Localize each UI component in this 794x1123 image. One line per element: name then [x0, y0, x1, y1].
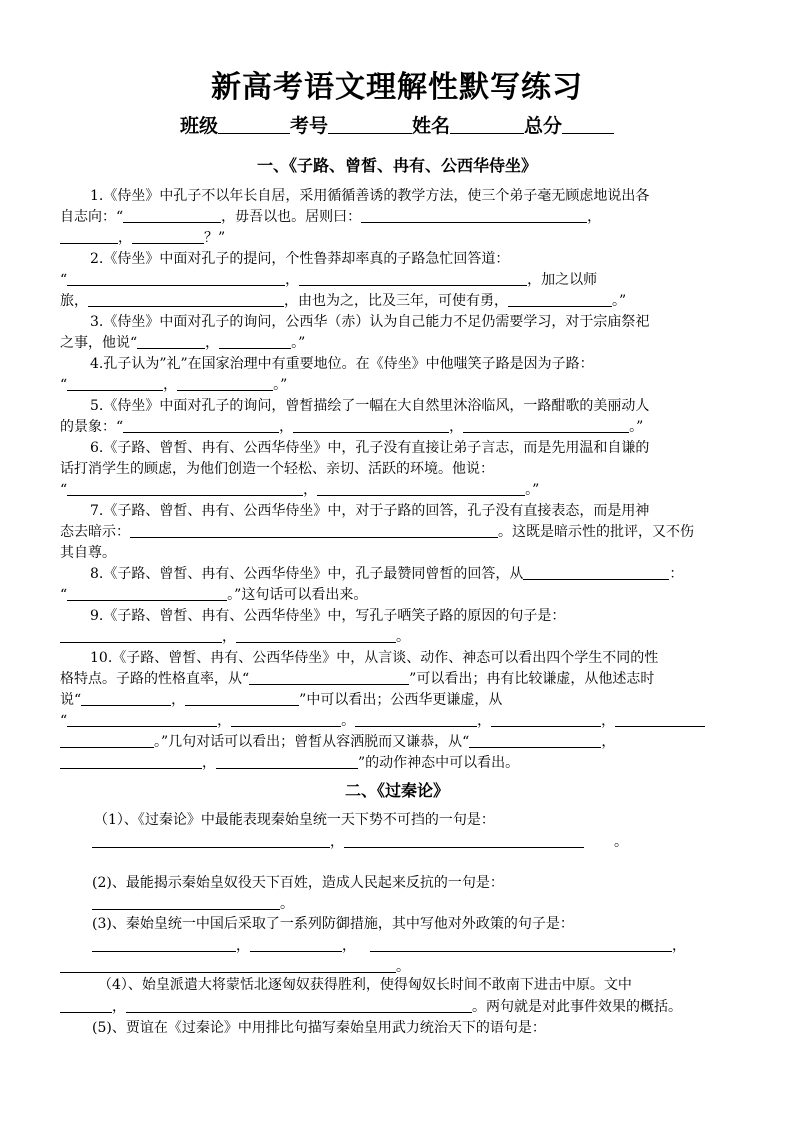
text: ，: [112, 999, 126, 1015]
answer-blank[interactable]: [123, 418, 279, 433]
answer-blank[interactable]: [250, 937, 342, 952]
answer-blank[interactable]: [508, 292, 612, 307]
text: 。”几句对话可以看出；曾皙从容洒脱而又谦恭，从“: [154, 734, 470, 750]
text: “: [60, 482, 68, 498]
text: ，: [236, 938, 250, 954]
text: 。”: [525, 482, 540, 498]
text: 说“: [60, 692, 82, 708]
s2-question-4-text: （4）、始皇派遣大将蒙恬北逐匈奴获得胜利，使得匈奴长时间不敢南下进击中原。文中: [98, 977, 632, 993]
text: ，: [601, 734, 616, 750]
answer-blank[interactable]: [370, 937, 672, 952]
answer-blank[interactable]: [317, 481, 525, 496]
text: 。”这句话可以看出来。: [227, 587, 368, 603]
text: ，: [118, 230, 132, 246]
answer-blank[interactable]: [523, 565, 669, 580]
answer-blank[interactable]: [60, 229, 118, 244]
text: 。”: [273, 377, 288, 393]
question-6-text: 6.《子路、曾皙、冉有、公西华侍坐》中，孔子没有直接让弟子言志，而是先用温和自谦的: [90, 440, 650, 456]
question-2-text: 2.《侍坐》中面对孔子的提问，个性鲁莽却率真的子路急忙回答道：: [90, 251, 510, 267]
text: 8.《子路、曾皙、冉有、公西华侍坐》中，孔子最赞同曾皙的回答，从: [90, 566, 524, 582]
text: ，: [601, 713, 616, 729]
class-label: 班级: [179, 115, 218, 137]
text: “: [60, 587, 68, 603]
number-label: 考号: [289, 115, 328, 137]
answer-blank[interactable]: [60, 628, 222, 643]
text: 。: [614, 834, 628, 850]
question-7-text-3: 其自尊。: [60, 545, 116, 561]
text: ，: [217, 713, 232, 729]
text: 。: [396, 629, 410, 645]
text: “: [60, 713, 68, 729]
answer-blank[interactable]: [236, 628, 396, 643]
text: ，: [171, 692, 186, 708]
text: ，: [163, 377, 178, 393]
text: ，加之以师: [527, 272, 598, 288]
text: ，: [303, 482, 318, 498]
text: 格特点。子路的性格直率，从“: [60, 671, 250, 687]
text: ，: [202, 755, 216, 771]
question-10-text: 10.《子路、曾皙、冉有、公西华侍坐》中，从言谈、动作、神态可以看出四个学生不同的性: [90, 650, 659, 666]
text: ：: [669, 566, 684, 582]
section-heading-1: 一、《子路、曾皙、冉有、公西华侍坐》: [256, 156, 537, 175]
answer-blank[interactable]: [123, 208, 221, 223]
s2-question-1-text: （1）、《过秦论》中最能表现秦始皇统一天下势不可挡的一句是：: [94, 812, 495, 828]
text: “: [60, 377, 68, 393]
text: ，: [205, 335, 220, 351]
answer-blank[interactable]: [92, 895, 280, 910]
question-7-text: 7.《子路、曾皙、冉有、公西华侍坐》中，对于子路的回答，孔子没有直接表态，而是用神: [90, 503, 650, 519]
answer-blank[interactable]: [361, 208, 587, 223]
text: 之事，他说“: [60, 335, 138, 351]
text: ，: [279, 419, 294, 435]
answer-blank[interactable]: [463, 418, 629, 433]
answer-blank[interactable]: [469, 733, 601, 748]
text: “: [60, 272, 68, 288]
text: ，: [449, 419, 464, 435]
text: ，: [342, 938, 356, 954]
answer-blank[interactable]: [67, 586, 227, 601]
answer-blank[interactable]: [137, 334, 205, 349]
answer-blank[interactable]: [299, 271, 527, 286]
answer-blank[interactable]: [92, 937, 236, 952]
answer-blank[interactable]: [67, 271, 285, 286]
text: 。: [396, 959, 410, 975]
text: 。”: [629, 419, 644, 435]
answer-blank[interactable]: [219, 334, 291, 349]
text: ，: [587, 209, 602, 225]
question-3-text: 3.《侍坐》中面对孔子的询问，公西华（赤）认为自己能力不足仍需要学习，对于宗庙祭祀: [90, 314, 650, 330]
s2-question-2-text: (2)、最能揭示秦始皇奴役天下百姓，造成人民起来反抗的一句是：: [92, 875, 504, 891]
answer-blank[interactable]: [67, 712, 217, 727]
class-blank[interactable]: [218, 115, 290, 134]
text: ”可以看出；冉有比较谦虚，从他述志时: [409, 671, 655, 687]
text: ，: [672, 938, 686, 954]
text: ，: [477, 713, 492, 729]
answer-blank[interactable]: [88, 292, 284, 307]
answer-blank[interactable]: [60, 733, 154, 748]
question-4-text: 4.孔子认为”礼”在国家治理中有重要地位。在《侍坐》中他嗤笑子路是因为子路：: [90, 356, 594, 372]
answer-blank[interactable]: [177, 376, 273, 391]
question-6-text-2: 话打消学生的顾虑，为他们创造一个轻松、亲切、活跃的环境。他说：: [60, 461, 494, 477]
text: 旅，: [60, 293, 88, 309]
text: 态去暗示：: [60, 524, 130, 540]
text: 。”: [612, 293, 627, 309]
answer-blank[interactable]: [216, 754, 358, 769]
answer-blank[interactable]: [81, 691, 171, 706]
question-5-text: 5.《侍坐》中面对孔子的询问，曾皙描绘了一幅在大自然里沐浴临风，一路酣歌的美丽动人: [90, 398, 650, 414]
answer-blank[interactable]: [231, 712, 341, 727]
answer-blank[interactable]: [60, 958, 396, 973]
question-1-text: 1.《侍坐》中孔子不以年长自居，采用循循善诱的教学方法，使三个弟子毫无顾虑地说出各: [90, 188, 650, 204]
text: 。两句就是对此事件效果的概括。: [472, 999, 682, 1015]
answer-blank[interactable]: [60, 998, 112, 1013]
answer-blank[interactable]: [615, 712, 705, 727]
text: ？”: [204, 230, 226, 246]
text: ，毋吾以也。居则曰：: [221, 209, 362, 225]
text: 。: [341, 713, 356, 729]
answer-blank[interactable]: [491, 712, 601, 727]
text: 的景象：“: [60, 419, 124, 435]
score-blank[interactable]: [562, 115, 614, 134]
text: ，: [330, 834, 344, 850]
answer-blank[interactable]: [130, 523, 498, 538]
s2-question-3-text: (3)、秦始皇统一中国后采取了一系列防御措施，其中写他对外政策的句子是：: [92, 916, 574, 932]
answer-blank[interactable]: [344, 833, 584, 848]
answer-blank[interactable]: [67, 376, 163, 391]
answer-blank[interactable]: [293, 418, 449, 433]
name-label: 姓名: [412, 115, 451, 137]
answer-blank[interactable]: [185, 691, 299, 706]
answer-blank[interactable]: [126, 998, 472, 1013]
text: 。: [280, 896, 294, 912]
name-blank[interactable]: [450, 115, 524, 134]
student-info-row: [0, 111, 794, 138]
number-blank[interactable]: [328, 115, 412, 134]
text: 。”: [291, 335, 306, 351]
text: ，由也为之，比及三年，可使有勇，: [284, 293, 508, 309]
answer-blank[interactable]: [60, 754, 202, 769]
answer-blank[interactable]: [92, 833, 330, 848]
page-title: 新高考语文理解性默写练习: [211, 70, 583, 105]
text: ，: [285, 272, 300, 288]
s2-question-5-text: (5)、贾谊在《过秦论》中用排比句描写秦始皇用武力统治天下的语句是：: [92, 1020, 546, 1036]
answer-blank[interactable]: [132, 229, 204, 244]
section-heading-2: 二、《过秦论》: [344, 781, 449, 800]
text: ”中可以看出；公西华更谦虚，从: [299, 692, 503, 708]
text: ”的动作神态中可以看出。: [358, 755, 520, 771]
answer-blank[interactable]: [355, 712, 477, 727]
text: ，: [222, 629, 236, 645]
score-label: 总分: [524, 115, 563, 137]
answer-blank[interactable]: [67, 481, 303, 496]
text: 自志向：“: [60, 209, 124, 225]
answer-blank[interactable]: [249, 670, 409, 685]
question-9-text: 9.《子路、曾皙、冉有、公西华侍坐》中，写孔子哂笑子路的原因的句子是：: [90, 608, 566, 624]
text: 。这既是暗示性的批评，又不伤: [498, 524, 694, 540]
